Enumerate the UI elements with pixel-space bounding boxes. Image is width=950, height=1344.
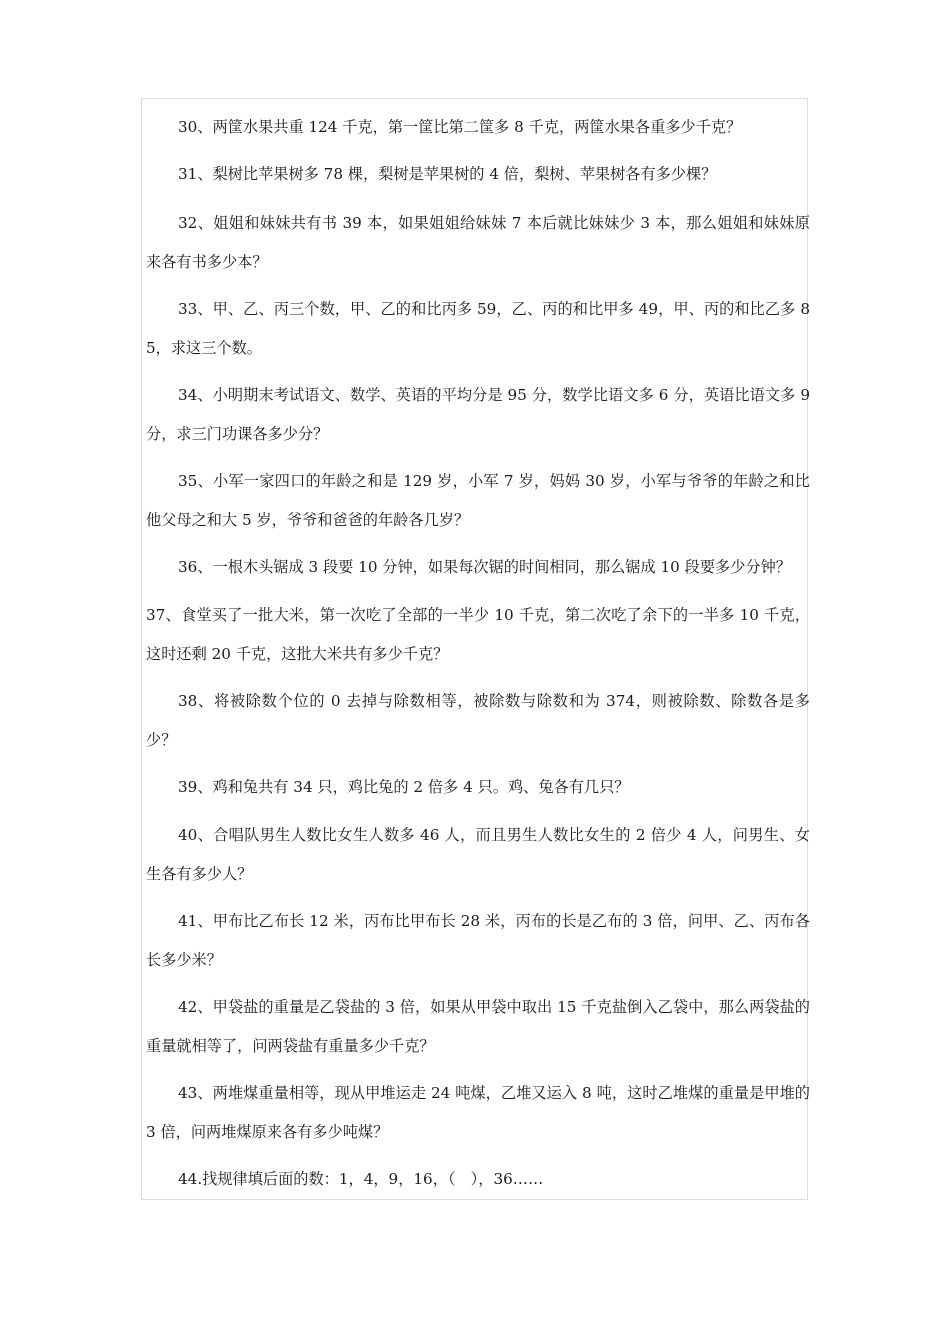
problem-38: 38、将被除数个位的 0 去掉与除数相等，被除数与除数和为 374，则被除数、除数各是多少？ (146, 692, 810, 749)
problem-37: 37、食堂买了一批大米，第一次吃了全部的一半少 10 千克，第二次吃了余下的一半多 10 千克，这时还剩 20 千克，这批大米共有多少千克？ (146, 606, 810, 663)
problem-39: 39、鸡和兔共有 34 只，鸡比兔的 2 倍多 4 只。鸡、兔各有几只？ (178, 778, 630, 796)
problem-30: 30、两筐水果共重 124 千克，第一筐比第二筐多 8 千克，两筐水果各重多少千克？ (178, 118, 742, 136)
problem-31: 31、梨树比苹果树多 78 棵，梨树是苹果树的 4 倍，梨树、苹果树各有多少棵？ (178, 165, 717, 183)
problem-36: 36、一根木头锯成 3 段要 10 分钟，如果每次锯的时间相同，那么锯成 10 段要多少分钟？ (178, 558, 791, 576)
problem-32: 32、姐姐和妹妹共有书 39 本，如果姐姐给妹妹 7 本后就比妹妹少 3 本，那么姐姐和妹妹原来各有书多少本？ (146, 214, 810, 271)
problem-43: 43、两堆煤重量相等，现从甲堆运走 24 吨煤，乙堆又运入 8 吨，这时乙堆煤的重量是甲堆的 3 倍，问两堆煤原来各有多少吨煤？ (146, 1084, 810, 1141)
problem-41: 41、甲布比乙布长 12 米，丙布比甲布长 28 米，丙布的长是乙布的 3 倍，问甲、乙、丙布各长多少米？ (146, 912, 810, 969)
problem-40: 40、合唱队男生人数比女生人数多 46 人，而且男生人数比女生的 2 倍少 4 人，问男生、女生各有多少人？ (146, 826, 810, 883)
problem-34: 34、小明期末考试语文、数学、英语的平均分是 95 分，数学比语文多 6 分，英语比语文多 9 分，求三门功课各多少分？ (146, 386, 810, 443)
problem-33: 33、甲、乙、丙三个数，甲、乙的和比丙多 59，乙、丙的和比甲多 49，甲、丙的和比乙多 85，求这三个数。 (146, 300, 810, 357)
problem-42: 42、甲袋盐的重量是乙袋盐的 3 倍，如果从甲袋中取出 15 千克盐倒入乙袋中，那么两袋盐的重量就相等了，问两袋盐有重量多少千克？ (146, 998, 810, 1055)
problem-35: 35、小军一家四口的年龄之和是 129 岁，小军 7 岁，妈妈 30 岁，小军与爷爷的年龄之和比他父母之和大 5 岁，爷爷和爸爸的年龄各几岁？ (146, 472, 810, 529)
problem-44: 44.找规律填后面的数：1，4，9，16，（ ），36…… (178, 1170, 544, 1188)
